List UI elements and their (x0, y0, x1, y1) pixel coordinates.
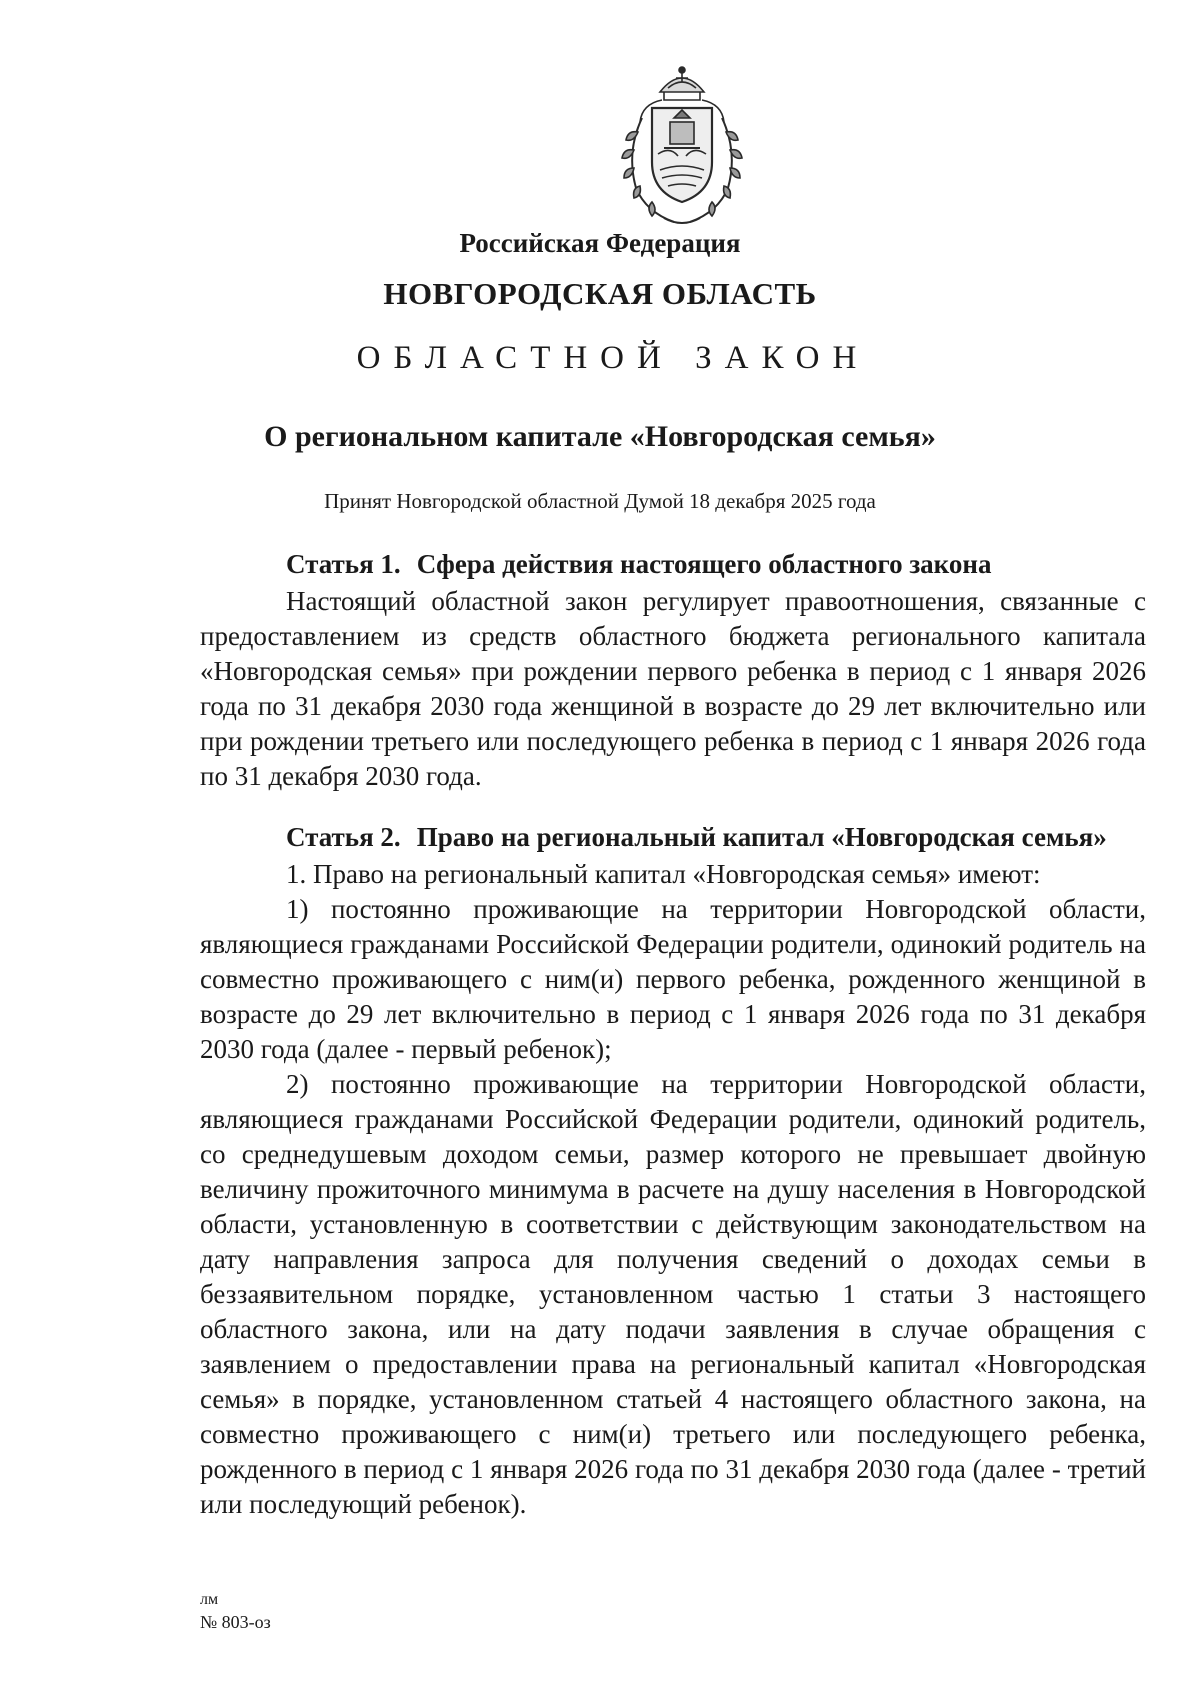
article-1-number: Статья 1. (286, 549, 401, 579)
article-1-body (200, 584, 1146, 794)
article-1-paragraph: Настоящий областной закон регулирует правоотношения, связанные с предоставлением из средств областного бюджета регионального капитала «Новгородская семья» при рождении первого ребенка в период с 1 января 2026 года по 31 декабря 2030 года женщиной в возрасте до 29 лет включительно или при рождении третьего или последующего ребенка в период с 1 января 2026 года по 31 декабря 2030 года. (200, 586, 1146, 791)
article-2-number: Статья 2. (286, 822, 401, 852)
region-name: НОВГОРОДСКАЯ ОБЛАСТЬ (383, 276, 817, 311)
article-2-heading (286, 822, 1107, 853)
article-2-item-2: 2) постоянно проживающие на территории Новгородской области, являющиеся гражданами Российской Федерации родители, одинокий родитель, со среднедушевым доходом семьи, размер которого не превышает двойную величину прожиточного минимума в расчете на душу населения в Новгородской области, установленную в соответствии с действующим законодательством на дату направления запроса для получения сведений о доходах семьи в беззаявительном порядке, установленном частью 1 статьи 3 настоящего областного закона, или на дату подачи заявления в случае обращения с заявлением о предоставлении права на региональный капитал «Новгородская семья» в порядке, установленном статьей 4 настоящего областного закона, на совместно проживающего с ним(и) третьего или последующего ребенка, рожденного в период с 1 января 2026 года по 31 декабря 2030 года (далее - третий или последующий ребенок). (200, 1069, 1146, 1519)
novgorod-coat-of-arms-icon (612, 62, 752, 230)
article-2-item-1: 1) постоянно проживающие на территории Новгородской области, являющиеся гражданами Российской Федерации родители, одинокий родитель на совместно проживающего с ним(и) первого ребенка, рожденного женщиной в возрасте до 29 лет включительно в период с 1 января 2026 года по 31 декабря 2030 года (далее - первый ребенок); (200, 894, 1146, 1064)
article-1-title: Сфера действия настоящего областного закона (416, 549, 992, 579)
article-2-part-1: 1. Право на региональный капитал «Новгородская семья» имеют: (286, 859, 1041, 889)
law-number: № 803-оз (200, 1612, 271, 1632)
article-2-title: Право на региональный капитал «Новгородская семья» (416, 822, 1107, 852)
footer-mark: лм (200, 1591, 219, 1608)
country-name: Российская Федерация (459, 228, 741, 258)
article-2-body (200, 857, 1146, 1522)
document-footer (200, 1589, 271, 1633)
document-type: ОБЛАСТНОЙ ЗАКОН (356, 340, 870, 376)
article-1-heading (286, 549, 991, 580)
law-title: О региональном капитале «Новгородская семья» (264, 420, 936, 453)
adoption-note: Принят Новгородской областной Думой 18 декабря 2025 года (324, 489, 876, 513)
